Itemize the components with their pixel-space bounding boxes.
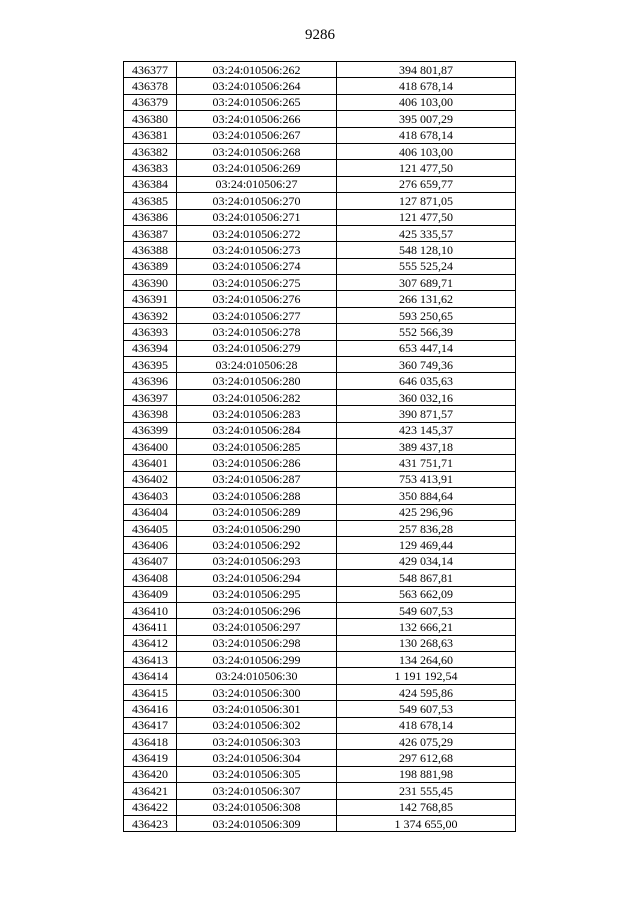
cadastral-number-cell: 03:24:010506:302 xyxy=(177,717,337,733)
row-id-cell: 436391 xyxy=(124,291,177,307)
table-row xyxy=(124,242,516,258)
cadastral-value-cell: 549 607,53 xyxy=(337,602,516,618)
row-id-cell: 436394 xyxy=(124,340,177,356)
table-row xyxy=(124,750,516,766)
table-row xyxy=(124,684,516,700)
cadastral-value-cell: 431 751,71 xyxy=(337,455,516,471)
cadastral-value-cell: 1 191 192,54 xyxy=(337,668,516,684)
table-row xyxy=(124,324,516,340)
table-row xyxy=(124,62,516,78)
cadastral-number-cell: 03:24:010506:273 xyxy=(177,242,337,258)
row-id-cell: 436415 xyxy=(124,684,177,700)
cadastral-number-cell: 03:24:010506:279 xyxy=(177,340,337,356)
table-row xyxy=(124,504,516,520)
cadastral-number-cell: 03:24:010506:264 xyxy=(177,78,337,94)
cadastral-number-cell: 03:24:010506:271 xyxy=(177,209,337,225)
table-row xyxy=(124,520,516,536)
cadastral-number-cell: 03:24:010506:269 xyxy=(177,160,337,176)
row-id-cell: 436404 xyxy=(124,504,177,520)
cadastral-number-cell: 03:24:010506:266 xyxy=(177,111,337,127)
table-row xyxy=(124,340,516,356)
row-id-cell: 436416 xyxy=(124,701,177,717)
cadastral-number-cell: 03:24:010506:309 xyxy=(177,815,337,831)
cadastral-value-cell: 231 555,45 xyxy=(337,783,516,799)
table-row xyxy=(124,652,516,668)
cadastral-value-cell: 563 662,09 xyxy=(337,586,516,602)
table-row xyxy=(124,111,516,127)
row-id-cell: 436381 xyxy=(124,127,177,143)
row-id-cell: 436421 xyxy=(124,783,177,799)
table-row xyxy=(124,438,516,454)
table-row xyxy=(124,471,516,487)
table-row xyxy=(124,143,516,159)
cadastral-value-cell: 130 268,63 xyxy=(337,635,516,651)
row-id-cell: 436422 xyxy=(124,799,177,815)
cadastral-value-cell: 121 477,50 xyxy=(337,160,516,176)
cadastral-number-cell: 03:24:010506:297 xyxy=(177,619,337,635)
cadastral-value-cell: 418 678,14 xyxy=(337,78,516,94)
row-id-cell: 436401 xyxy=(124,455,177,471)
cadastral-value-cell: 548 867,81 xyxy=(337,570,516,586)
row-id-cell: 436398 xyxy=(124,406,177,422)
row-id-cell: 436377 xyxy=(124,62,177,78)
table-row xyxy=(124,406,516,422)
cadastral-value-cell: 1 374 655,00 xyxy=(337,815,516,831)
row-id-cell: 436420 xyxy=(124,766,177,782)
table-row xyxy=(124,815,516,831)
cadastral-value-cell: 360 749,36 xyxy=(337,357,516,373)
row-id-cell: 436396 xyxy=(124,373,177,389)
row-id-cell: 436406 xyxy=(124,537,177,553)
cadastral-value-cell: 548 128,10 xyxy=(337,242,516,258)
cadastral-value-cell: 593 250,65 xyxy=(337,307,516,323)
cadastral-number-cell: 03:24:010506:265 xyxy=(177,94,337,110)
cadastral-number-cell: 03:24:010506:267 xyxy=(177,127,337,143)
cadastral-number-cell: 03:24:010506:295 xyxy=(177,586,337,602)
cadastral-value-cell: 132 666,21 xyxy=(337,619,516,635)
cadastral-value-cell: 127 871,05 xyxy=(337,193,516,209)
cadastral-number-cell: 03:24:010506:308 xyxy=(177,799,337,815)
row-id-cell: 436419 xyxy=(124,750,177,766)
table-row xyxy=(124,193,516,209)
cadastral-value-cell: 276 659,77 xyxy=(337,176,516,192)
table-row xyxy=(124,78,516,94)
cadastral-value-cell: 395 007,29 xyxy=(337,111,516,127)
cadastral-number-cell: 03:24:010506:298 xyxy=(177,635,337,651)
row-id-cell: 436384 xyxy=(124,176,177,192)
table-row xyxy=(124,455,516,471)
cadastral-value-cell: 555 525,24 xyxy=(337,258,516,274)
row-id-cell: 436412 xyxy=(124,635,177,651)
row-id-cell: 436390 xyxy=(124,275,177,291)
row-id-cell: 436388 xyxy=(124,242,177,258)
cadastral-value-cell: 350 884,64 xyxy=(337,488,516,504)
cadastral-number-cell: 03:24:010506:286 xyxy=(177,455,337,471)
table-row xyxy=(124,127,516,143)
table-row xyxy=(124,635,516,651)
cadastral-number-cell: 03:24:010506:278 xyxy=(177,324,337,340)
cadastral-number-cell: 03:24:010506:288 xyxy=(177,488,337,504)
row-id-cell: 436393 xyxy=(124,324,177,340)
cadastral-number-cell: 03:24:010506:292 xyxy=(177,537,337,553)
cadastral-value-cell: 552 566,39 xyxy=(337,324,516,340)
row-id-cell: 436417 xyxy=(124,717,177,733)
table-row xyxy=(124,619,516,635)
table-row xyxy=(124,570,516,586)
row-id-cell: 436397 xyxy=(124,389,177,405)
cadastral-value-cell: 134 264,60 xyxy=(337,652,516,668)
cadastral-value-cell: 429 034,14 xyxy=(337,553,516,569)
cadastral-value-cell: 424 595,86 xyxy=(337,684,516,700)
cadastral-value-cell: 646 035,63 xyxy=(337,373,516,389)
cadastral-value-cell: 266 131,62 xyxy=(337,291,516,307)
cadastral-value-cell: 390 871,57 xyxy=(337,406,516,422)
cadastral-number-cell: 03:24:010506:294 xyxy=(177,570,337,586)
cadastral-number-cell: 03:24:010506:277 xyxy=(177,307,337,323)
row-id-cell: 436423 xyxy=(124,815,177,831)
table-row xyxy=(124,668,516,684)
cadastral-value-cell: 549 607,53 xyxy=(337,701,516,717)
row-id-cell: 436379 xyxy=(124,94,177,110)
cadastral-number-cell: 03:24:010506:268 xyxy=(177,143,337,159)
row-id-cell: 436414 xyxy=(124,668,177,684)
row-id-cell: 436402 xyxy=(124,471,177,487)
cadastral-number-cell: 03:24:010506:303 xyxy=(177,734,337,750)
row-id-cell: 436400 xyxy=(124,438,177,454)
table-row xyxy=(124,291,516,307)
row-id-cell: 436407 xyxy=(124,553,177,569)
row-id-cell: 436382 xyxy=(124,143,177,159)
table-row xyxy=(124,766,516,782)
table-row xyxy=(124,701,516,717)
table-row xyxy=(124,586,516,602)
cadastral-value-cell: 423 145,37 xyxy=(337,422,516,438)
row-id-cell: 436413 xyxy=(124,652,177,668)
cadastral-value-cell: 142 768,85 xyxy=(337,799,516,815)
row-id-cell: 436380 xyxy=(124,111,177,127)
cadastral-value-cell: 426 075,29 xyxy=(337,734,516,750)
cadastral-number-cell: 03:24:010506:305 xyxy=(177,766,337,782)
cadastral-number-cell: 03:24:010506:283 xyxy=(177,406,337,422)
row-id-cell: 436385 xyxy=(124,193,177,209)
cadastral-number-cell: 03:24:010506:272 xyxy=(177,225,337,241)
row-id-cell: 436408 xyxy=(124,570,177,586)
table-row xyxy=(124,553,516,569)
table-row xyxy=(124,176,516,192)
cadastral-value-cell: 360 032,16 xyxy=(337,389,516,405)
cadastral-number-cell: 03:24:010506:30 xyxy=(177,668,337,684)
page-number: 9286 xyxy=(305,27,335,43)
table-row xyxy=(124,488,516,504)
cadastral-number-cell: 03:24:010506:304 xyxy=(177,750,337,766)
row-id-cell: 436399 xyxy=(124,422,177,438)
cadastral-number-cell: 03:24:010506:301 xyxy=(177,701,337,717)
cadastral-value-cell: 406 103,00 xyxy=(337,94,516,110)
table-row xyxy=(124,734,516,750)
row-id-cell: 436403 xyxy=(124,488,177,504)
cadastral-value-cell: 425 296,96 xyxy=(337,504,516,520)
cadastral-value-cell: 425 335,57 xyxy=(337,225,516,241)
cadastral-number-cell: 03:24:010506:285 xyxy=(177,438,337,454)
cadastral-value-table xyxy=(123,61,516,832)
table-row xyxy=(124,258,516,274)
table-row xyxy=(124,422,516,438)
cadastral-value-cell: 418 678,14 xyxy=(337,127,516,143)
cadastral-value-cell: 129 469,44 xyxy=(337,537,516,553)
table-row xyxy=(124,537,516,553)
table-row xyxy=(124,373,516,389)
cadastral-number-cell: 03:24:010506:296 xyxy=(177,602,337,618)
cadastral-number-cell: 03:24:010506:28 xyxy=(177,357,337,373)
table-row xyxy=(124,275,516,291)
row-id-cell: 436405 xyxy=(124,520,177,536)
cadastral-number-cell: 03:24:010506:282 xyxy=(177,389,337,405)
row-id-cell: 436411 xyxy=(124,619,177,635)
table-row xyxy=(124,209,516,225)
cadastral-number-cell: 03:24:010506:27 xyxy=(177,176,337,192)
cadastral-number-cell: 03:24:010506:274 xyxy=(177,258,337,274)
cadastral-number-cell: 03:24:010506:284 xyxy=(177,422,337,438)
cadastral-value-cell: 121 477,50 xyxy=(337,209,516,225)
table-row xyxy=(124,783,516,799)
cadastral-number-cell: 03:24:010506:290 xyxy=(177,520,337,536)
table-row xyxy=(124,602,516,618)
cadastral-number-cell: 03:24:010506:300 xyxy=(177,684,337,700)
cadastral-number-cell: 03:24:010506:287 xyxy=(177,471,337,487)
cadastral-number-cell: 03:24:010506:307 xyxy=(177,783,337,799)
row-id-cell: 436389 xyxy=(124,258,177,274)
row-id-cell: 436392 xyxy=(124,307,177,323)
table-row xyxy=(124,389,516,405)
row-id-cell: 436409 xyxy=(124,586,177,602)
row-id-cell: 436387 xyxy=(124,225,177,241)
table-row xyxy=(124,357,516,373)
row-id-cell: 436410 xyxy=(124,602,177,618)
cadastral-value-cell: 297 612,68 xyxy=(337,750,516,766)
row-id-cell: 436386 xyxy=(124,209,177,225)
table-body xyxy=(124,62,516,832)
cadastral-number-cell: 03:24:010506:270 xyxy=(177,193,337,209)
table-row xyxy=(124,160,516,176)
cadastral-number-cell: 03:24:010506:275 xyxy=(177,275,337,291)
cadastral-number-cell: 03:24:010506:293 xyxy=(177,553,337,569)
cadastral-value-cell: 406 103,00 xyxy=(337,143,516,159)
row-id-cell: 436378 xyxy=(124,78,177,94)
cadastral-value-cell: 753 413,91 xyxy=(337,471,516,487)
cadastral-number-cell: 03:24:010506:262 xyxy=(177,62,337,78)
cadastral-value-cell: 198 881,98 xyxy=(337,766,516,782)
cadastral-number-cell: 03:24:010506:289 xyxy=(177,504,337,520)
row-id-cell: 436418 xyxy=(124,734,177,750)
table-row xyxy=(124,307,516,323)
cadastral-number-cell: 03:24:010506:299 xyxy=(177,652,337,668)
cadastral-value-cell: 257 836,28 xyxy=(337,520,516,536)
table-row xyxy=(124,799,516,815)
cadastral-value-cell: 653 447,14 xyxy=(337,340,516,356)
cadastral-value-cell: 394 801,87 xyxy=(337,62,516,78)
row-id-cell: 436395 xyxy=(124,357,177,373)
cadastral-value-cell: 389 437,18 xyxy=(337,438,516,454)
table-row xyxy=(124,717,516,733)
cadastral-number-cell: 03:24:010506:276 xyxy=(177,291,337,307)
cadastral-value-cell: 307 689,71 xyxy=(337,275,516,291)
table-row xyxy=(124,94,516,110)
row-id-cell: 436383 xyxy=(124,160,177,176)
cadastral-value-cell: 418 678,14 xyxy=(337,717,516,733)
cadastral-number-cell: 03:24:010506:280 xyxy=(177,373,337,389)
table-row xyxy=(124,225,516,241)
